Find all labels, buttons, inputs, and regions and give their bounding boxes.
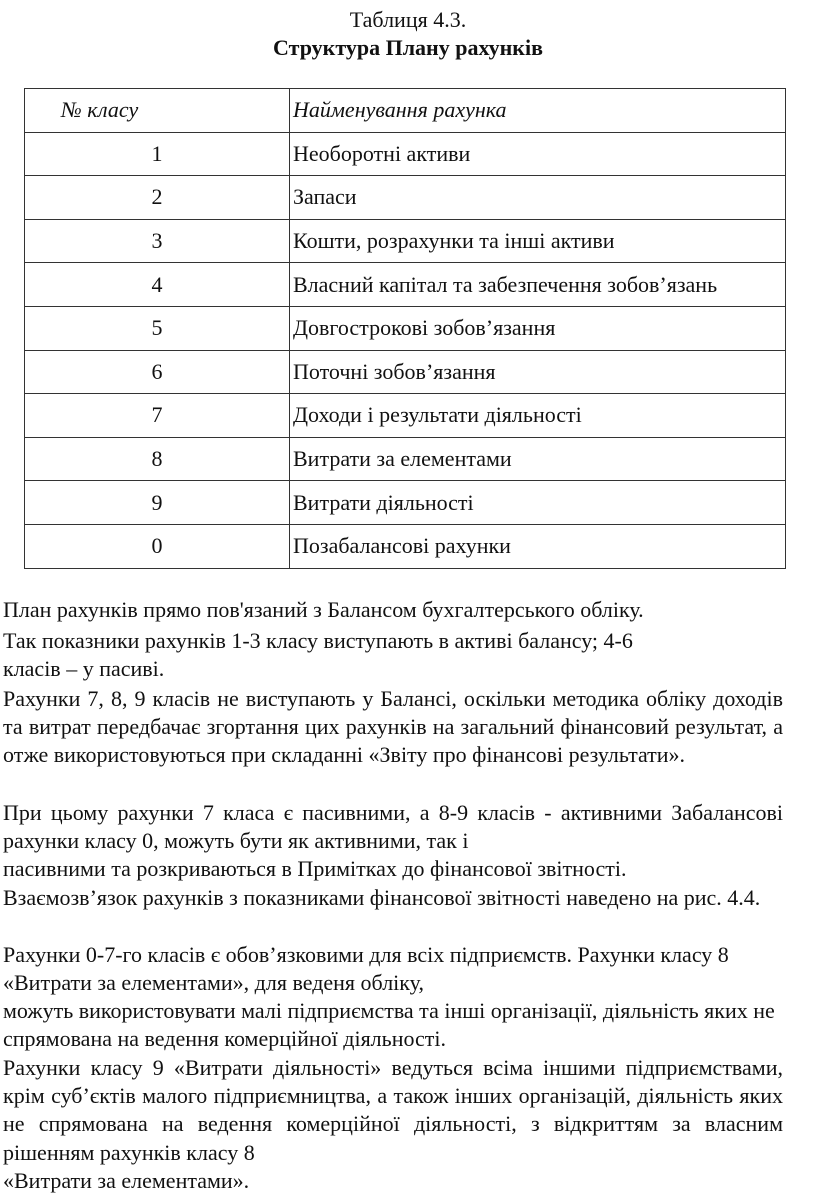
table-title: Структура Плану рахунків bbox=[273, 35, 543, 60]
table-row bbox=[25, 306, 786, 350]
table-row bbox=[25, 263, 786, 307]
paragraph-asset-classes: Так показники рахунків 1-3 класу виступають в активі балансу; 4-6 bbox=[3, 628, 633, 653]
table-caption: Таблиця 4.3. bbox=[349, 7, 467, 32]
paragraph-income-expense-classes: Рахунки 7, 8, 9 класів не виступають у Балансі, оскільки методика обліку доходів та витрат передбачає згортання цих рахунків на загальний фінансовий результат, а отже використовуються при складанні «Звіту про фінансові результати». bbox=[3, 686, 783, 768]
account-name: Кошти, розрахунки та інші активи bbox=[290, 219, 786, 263]
class-number: 1 bbox=[25, 132, 290, 176]
paragraph-notes-disclosure: пасивними та розкриваються в Примітках до фінансової звітності. bbox=[3, 856, 627, 881]
account-name: Витрати діяльності bbox=[290, 481, 786, 525]
class-number: 7 bbox=[25, 394, 290, 438]
accounts-structure-table bbox=[24, 88, 786, 569]
header-class-number: № класу bbox=[25, 89, 290, 133]
class-number: 6 bbox=[25, 350, 290, 394]
paragraph-class-8-name: «Витрати за елементами». bbox=[3, 1168, 250, 1193]
table-row bbox=[25, 524, 786, 568]
account-name: Витрати за елементами bbox=[290, 437, 786, 481]
class-number: 0 bbox=[25, 524, 290, 568]
class-number: 3 bbox=[25, 219, 290, 263]
paragraph-class-9: Рахунки класу 9 «Витрати діяльності» ведуться всіма іншими підприємствами, крім суб’єктів малого підприємництва, а також інших організацій, діяльність яких не спрямована на ведення комерційної діяльності, з відкриттям за власним рішенням рахунків класу 8 bbox=[3, 1055, 783, 1165]
table-row bbox=[25, 350, 786, 394]
table-row bbox=[25, 219, 786, 263]
table-header-row bbox=[25, 89, 786, 133]
paragraph-relationship: Взаємозв’язок рахунків з показниками фінансової звітності наведено на рис. 4.4. bbox=[3, 885, 761, 910]
paragraph-mandatory-classes: Рахунки 0-7-го класів є обов’язковими для всіх підприємств. Рахунки класу 8 «Витрати за елементами», для веденя обліку, bbox=[3, 942, 729, 996]
paragraph-liability-classes: класів – у пасиві. bbox=[3, 656, 165, 681]
account-name: Довгострокові зобов’язання bbox=[290, 306, 786, 350]
account-name: Запаси bbox=[290, 176, 786, 220]
account-name: Доходи і результати діяльності bbox=[290, 394, 786, 438]
paragraph-small-enterprises: можуть використовувати малі підприємства та інші організації, діяльність яких не спрямована на ведення комерційної діяльності. bbox=[3, 998, 775, 1052]
class-number: 9 bbox=[25, 481, 290, 525]
account-name: Власний капітал та забезпечення зобов’язань bbox=[290, 263, 786, 307]
class-number: 8 bbox=[25, 437, 290, 481]
paragraph-passive-active: При цьому рахунки 7 класа є пасивними, а 8-9 класів - активними Забалансові рахунки класу 0, можуть бути як активними, так і bbox=[3, 800, 783, 854]
table-row bbox=[25, 481, 786, 525]
class-number: 5 bbox=[25, 306, 290, 350]
account-name: Поточні зобов’язання bbox=[290, 350, 786, 394]
paragraph-balance-link: План рахунків прямо пов'язаний з Балансом бухгалтерського обліку. bbox=[3, 597, 644, 622]
account-name: Позабалансові рахунки bbox=[290, 524, 786, 568]
table-row bbox=[25, 132, 786, 176]
table-row bbox=[25, 176, 786, 220]
class-number: 4 bbox=[25, 263, 290, 307]
header-account-name: Найменування рахунка bbox=[290, 89, 786, 133]
table-row bbox=[25, 437, 786, 481]
account-name: Необоротні активи bbox=[290, 132, 786, 176]
class-number: 2 bbox=[25, 176, 290, 220]
table-row bbox=[25, 394, 786, 438]
